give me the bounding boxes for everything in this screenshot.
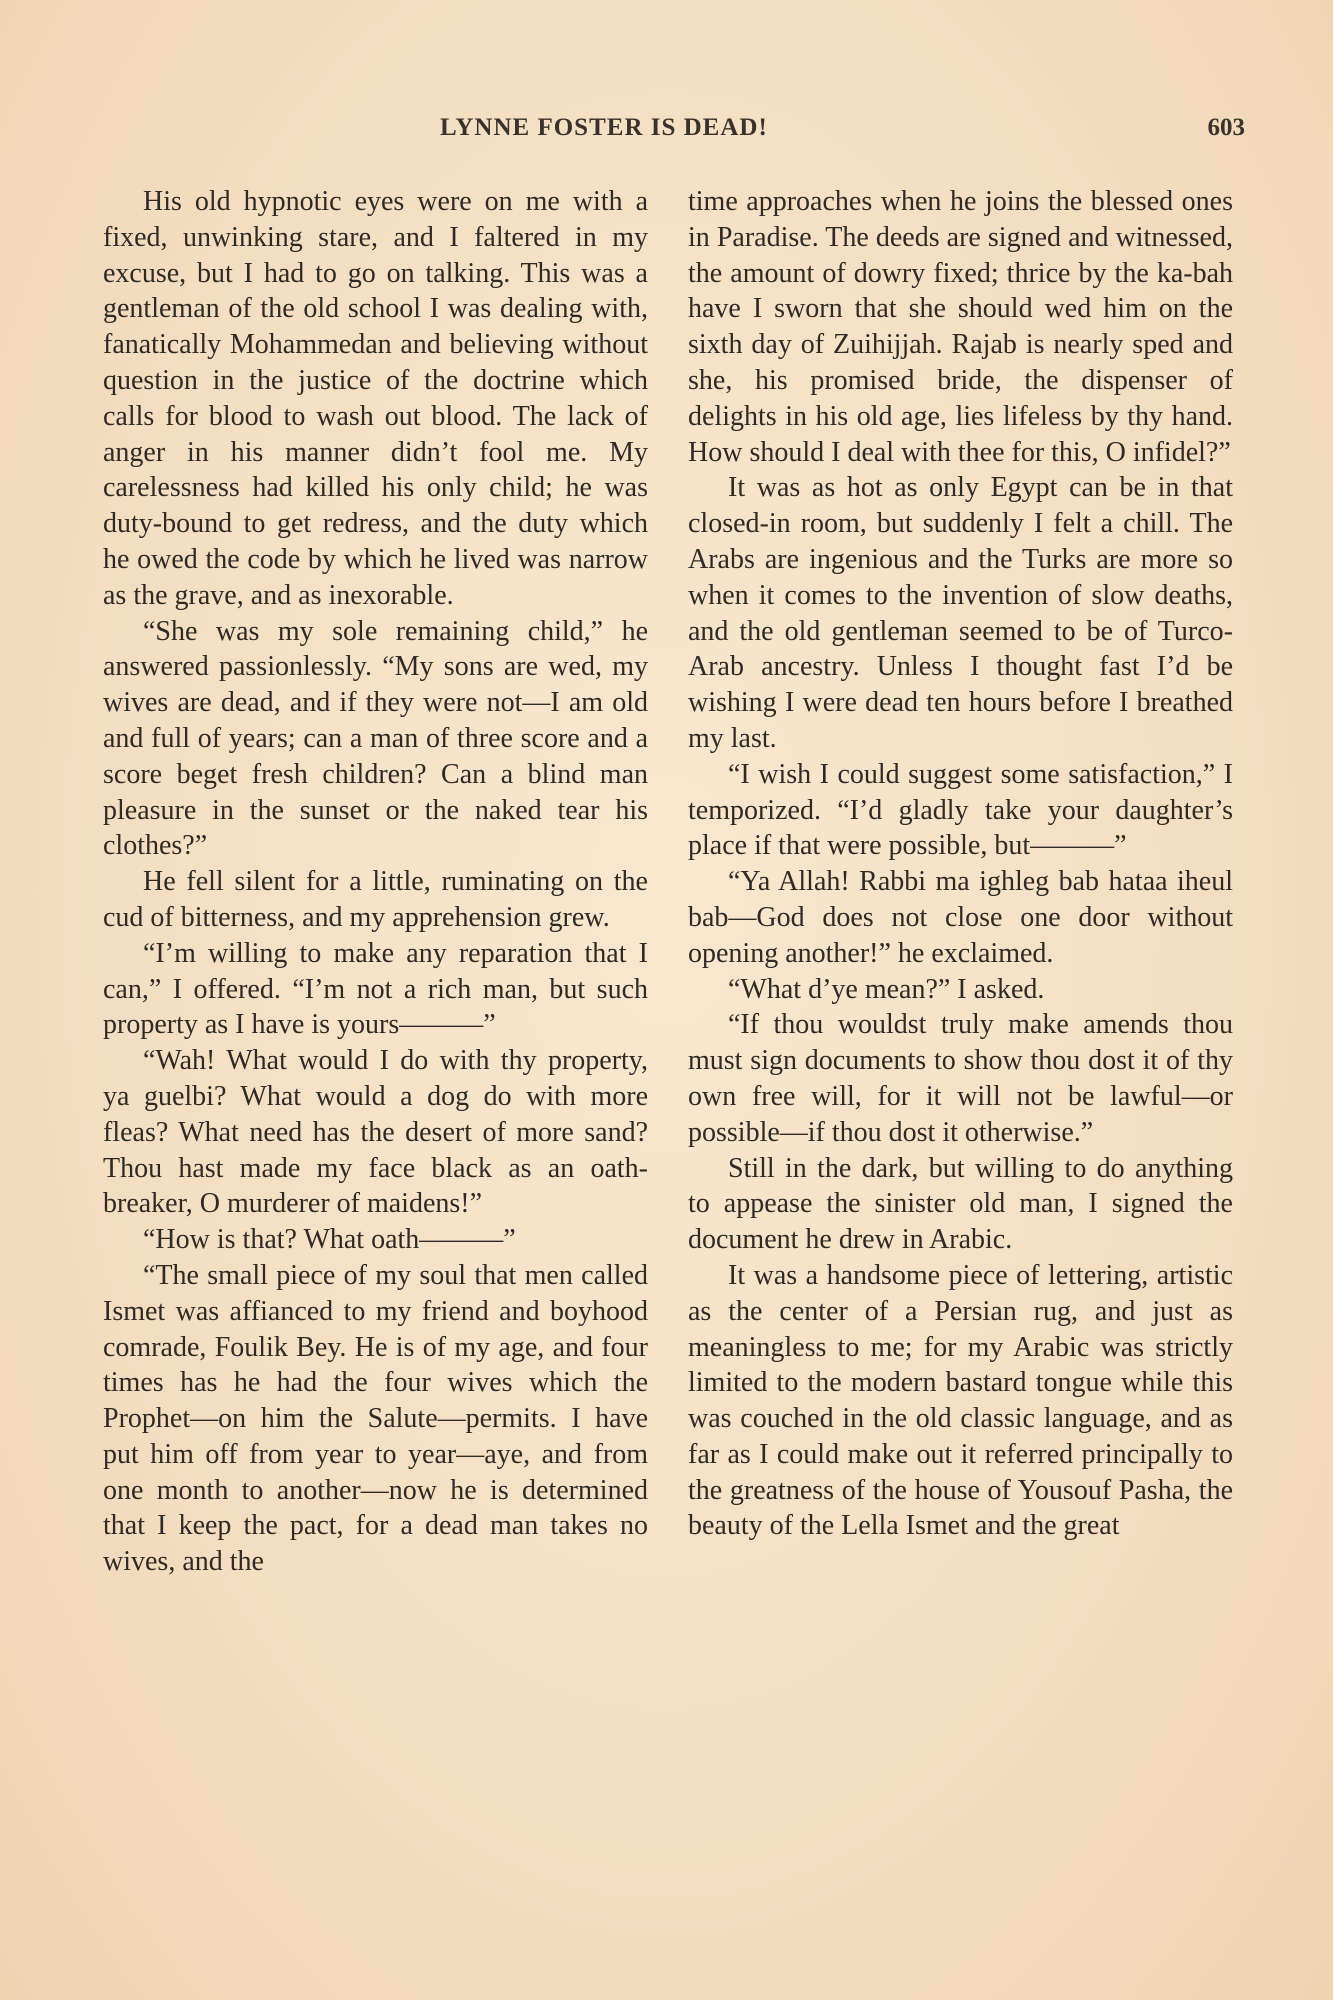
paragraph: “I’m willing to make any reparation that I can,” I offered. “I’m not a rich man, but such property as I have is yours———”	[103, 937, 648, 1041]
paragraph: His old hypnotic eyes were on me with a fixed, unwinking stare, and I faltered in my excuse, but I had to go on talking. This was a gentleman of the old school I was dealing with, fanatically Mohammedan and believing without question in the justice of the doctrine which calls for blood to wash out blood. The lack of anger in his manner didn’t fool me. My carelessness had killed his only child; he was duty-bound to get redress, and the duty which he owed the code by which he lived was narrow as the grave, and as inexorable.	[103, 186, 648, 611]
paragraph: “How is that? What oath———”	[143, 1224, 516, 1256]
paragraph: “What d’ye mean?” I asked.	[728, 973, 1045, 1005]
paragraph-continued: time approaches when he joins the blessed ones in Paradise. The deeds are signed and witnessed, the amount of dowry fixed; thrice by the ka-bah have I sworn that she should wed him on the sixth day of Zuihijjah. Rajab is nearly sped and she, his promised bride, the dispenser of delights in his old age, lies lifeless by thy hand. How should I deal with thee for this, O infidel?”	[688, 186, 1233, 468]
paragraph: “The small piece of my soul that men called Ismet was affianced to my friend and boyhood comrade, Foulik Bey. He is of my age, and four times has he had the four wives which the Prophet—on him the Salute—permits. I have put him off from year to year—aye, and from one month to another—now he is determined that I keep the pact, for a dead man takes no wives, and the	[103, 1259, 648, 1578]
paragraph: Still in the dark, but willing to do anything to appease the sinister old man, I signed the document he drew in Arabic.	[688, 1152, 1233, 1256]
left-column	[103, 184, 648, 1580]
paragraph: “She was my sole remaining child,” he answered passionlessly. “My sons are wed, my wives are dead, and if they were not—I am old and full of years; can a man of three score and a score beget fresh children? Can a blind man pleasure in the sunset or the naked tear his clothes?”	[103, 615, 648, 862]
paragraph: “I wish I could suggest some satisfaction,” I temporized. “I’d gladly take your daughter’s place if that were possible, but———”	[688, 758, 1233, 862]
paragraph: “Wah! What would I do with thy property, ya guelbi? What would a dog do with more fleas? What need has the desert of more sand? Thou hast made my face black as an oath-breaker, O murderer of maidens!”	[103, 1045, 648, 1220]
paragraph: “Ya Allah! Rabbi ma ighleg bab hataa iheul bab—God does not close one door without opening another!” he exclaimed.	[688, 866, 1233, 969]
paragraph: It was a handsome piece of lettering, artistic as the center of a Persian rug, and just as meaningless to me; for my Arabic was strictly limited to the modern bastard tongue while this was couched in the old classic language, and as far as I could make out it referred principally to the greatness of the house of Yousouf Pasha, the beauty of the Lella Ismet and the great	[688, 1259, 1233, 1542]
page-header	[100, 114, 1245, 154]
page-number: 603	[1207, 114, 1245, 141]
paragraph: He fell silent for a little, ruminating on the cud of bitterness, and my apprehension grew.	[103, 866, 648, 933]
paragraph: It was as hot as only Egypt can be in that closed-in room, but suddenly I felt a chill. The Arabs are ingenious and the Turks are more so when it comes to the invention of slow deaths, and the old gentleman seemed to be of Turco-Arab ancestry. Unless I thought fast I’d be wishing I were dead ten hours before I breathed my last.	[688, 472, 1233, 754]
right-column	[688, 184, 1233, 1544]
running-title: LYNNE FOSTER IS DEAD!	[440, 114, 768, 141]
paragraph: “If thou wouldst truly make amends thou must sign documents to show thou dost it of thy own free will, for it will not be lawful—or possible—if thou dost it otherwise.”	[688, 1009, 1233, 1148]
